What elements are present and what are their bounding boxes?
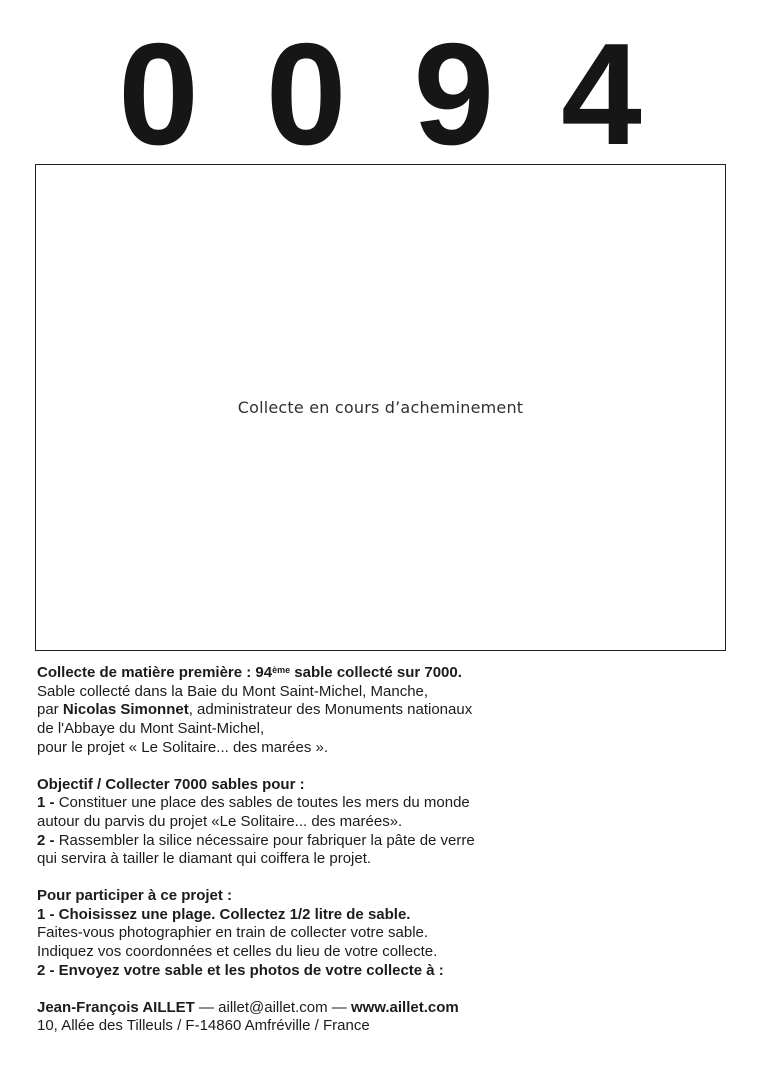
objective	[37, 776, 730, 870]
text-line	[37, 701, 730, 720]
text-segment: Rassembler la silice nécessaire pour fabriquer la pâte de verre	[58, 831, 475, 849]
text-segment: —	[327, 998, 351, 1016]
text-line	[37, 794, 730, 813]
text-line	[37, 887, 730, 906]
body-text	[37, 664, 730, 1036]
contact	[37, 999, 730, 1036]
text-segment: qui servira à tailler le diamant qui coiffera le projet.	[37, 850, 372, 868]
text-line	[37, 683, 730, 702]
text-line	[37, 943, 730, 962]
contact-name: Jean-François AILLET	[37, 998, 195, 1016]
text-segment: 1 - Choisissez une plage. Collectez 1/2 litre de sable.	[37, 905, 411, 923]
contact-website: www.aillet.com	[350, 998, 459, 1016]
shipping-status-text: Collecte en cours d’acheminement	[237, 398, 524, 417]
text-segment: 2 -	[37, 831, 59, 849]
text-line	[37, 1017, 730, 1036]
text-segment: Objectif / Collecter 7000 sables pour :	[37, 775, 305, 793]
collection-number: 0094	[118, 13, 709, 175]
collection-number-header	[0, 0, 760, 175]
text-segment: Collecte de matière première : 94	[37, 664, 273, 681]
text-line	[37, 906, 730, 925]
text-segment: 1 -	[37, 794, 59, 812]
text-segment: par	[37, 701, 63, 719]
text-line	[37, 813, 730, 832]
contact-email: aillet@aillet.com	[218, 998, 328, 1016]
text-segment: —	[194, 998, 219, 1016]
text-line	[37, 720, 730, 739]
contact-address: 10, Allée des Tilleuls / F-14860 Amfréville / France	[37, 1017, 370, 1035]
collector-name: Nicolas Simonnet	[62, 701, 189, 719]
text-line	[37, 924, 730, 943]
text-segment: autour du parvis du projet «Le Solitaire... des marées».	[37, 812, 403, 830]
text-line	[37, 850, 730, 869]
text-segment: 2 - Envoyez votre sable et les photos de votre collecte à :	[37, 961, 444, 979]
photo-placeholder-box	[35, 164, 726, 651]
text-segment: , administrateur des Monuments nationaux	[188, 701, 473, 719]
text-segment: ème	[272, 664, 291, 675]
text-line	[37, 832, 730, 851]
text-line	[37, 776, 730, 795]
text-line	[37, 664, 730, 683]
text-segment: de l'Abbaye du Mont Saint-Michel,	[37, 720, 265, 738]
text-line	[37, 999, 730, 1018]
text-line	[37, 962, 730, 981]
text-line	[37, 739, 730, 758]
text-segment: Faites-vous photographier en train de collecter votre sable.	[37, 924, 429, 942]
text-segment: Pour participer à ce projet :	[37, 887, 233, 905]
text-segment: Sable collecté dans la Baie du Mont Saint-Michel, Manche,	[37, 682, 429, 700]
materials-collection-info	[37, 664, 730, 758]
text-segment: pour le projet « Le Solitaire... des marées ».	[37, 738, 328, 756]
text-segment: Constituer une place des sables de toutes les mers du monde	[58, 794, 470, 812]
text-segment: Indiquez vos coordonnées et celles du lieu de votre collecte.	[37, 943, 438, 961]
participation	[37, 887, 730, 981]
text-segment: sable collecté sur 7000.	[290, 664, 462, 681]
